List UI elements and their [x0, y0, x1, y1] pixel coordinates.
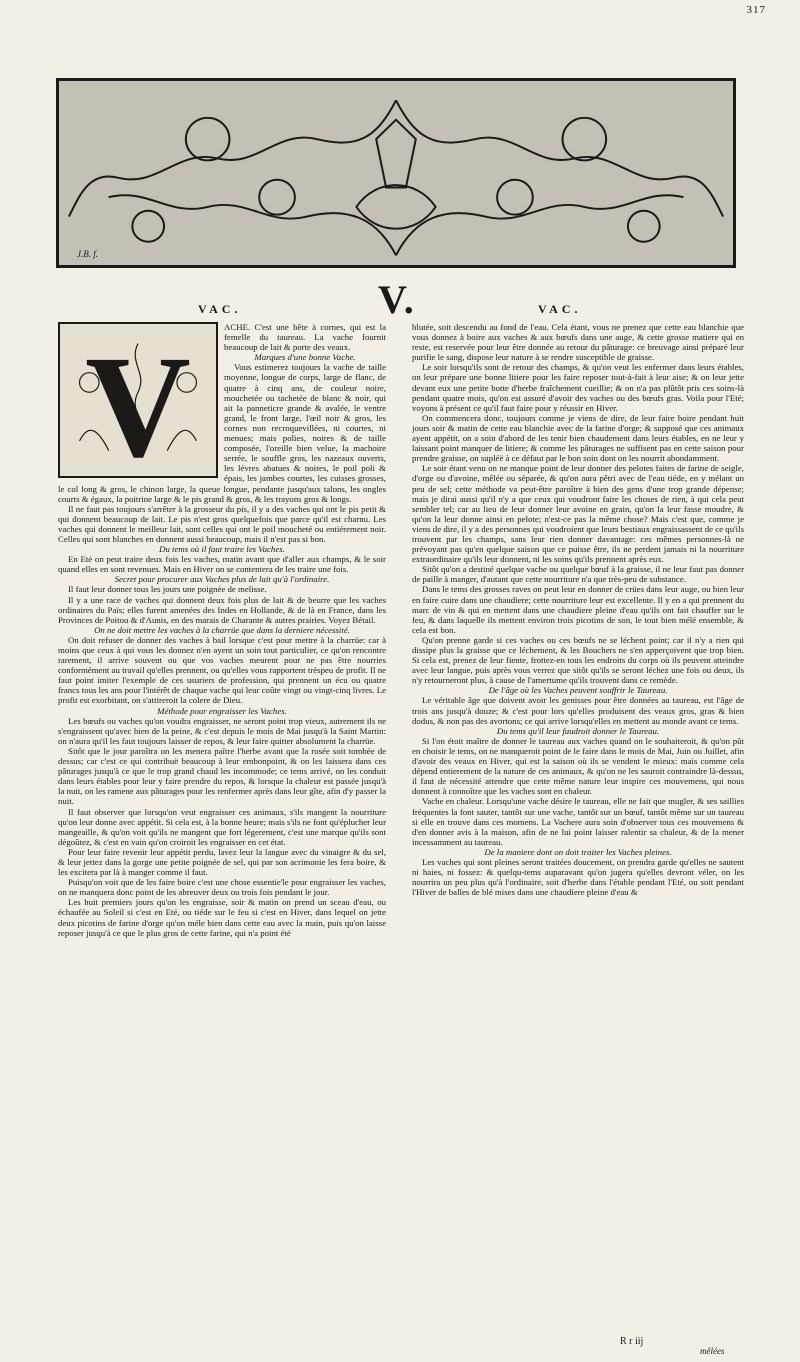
intro-paragraph: ACHE. C'est une bête à cornes, qui est la femelle du taureau. La vache fournit beaucoup de lait & porte des veaux. — [224, 322, 386, 353]
heading-tems: Du tems où il faut traire les Vaches. — [159, 544, 285, 555]
paragraph: Si l'on étoit maître de donner le taureau aux vaches quand on le souhaiteroit, & qu'on pût en choisir le tems, on ne manqueroit point de le faire dans le mois de Mai, Juin ou Juillet, afin d'avoir des veaux en Hiver, qui est la saison où ils se vendent le mieux: mais comme cela dépend entierement de la nature de ces animaux, & qu'on ne les sauroit contraindre là-dessus, il faut de nécessité attendre que cette même nature leur inspire ces mouvemens, qui nous donnent à connoître que les vaches sont en chaleur. — [412, 735, 744, 797]
initial-v-icon — [60, 324, 216, 476]
right-column — [412, 322, 744, 1342]
paragraph: Les huit premiers jours qu'on les engraisse, soir & matin on prend un sceau d'eau, ou échaufée au Soleil si c'est en Eté, ou tiéde sur le feu si c'est en Hiver, dans lequel on jette deux picotins de farine d'orge qu'on méle bien dans cette eau avec la main, puis qu'on laisse reposer jusqu'à ce que le plus gros de cette farine, qui n'a point été — [58, 897, 386, 938]
ornamental-headpiece — [56, 78, 736, 268]
paragraph: On doit refuser de donner des vaches à bail lorsque c'est pour mettre à la charrüe: car à moins que ceux à qui vous les donnez n'en ayent un soin tout particulier, ce qu'on rencontre rarement, il arrive souvent ou que vos vaches meurent pour ne pas être nourries conformément au travail qu'elles prennent, ou qu'elles vous rapportent trèspeu de profit. Il ne faut point imiter l'exemple de ces usuriers de profession, qui prennent un écu ou quatre francs tous les ans pour l'intérêt de chaque vache qui leur coûte vingt ou vingt-cinq livres. Le profit est exorbitant, on s'attireroit la colere de Dieu. — [58, 634, 386, 706]
paragraph: Le soir lorsqu'ils sont de retour des champs, & qu'on veut les enfermer dans leurs étables, on leur prépare une bonne litiere pour les faire reposer tout-à-fait à leur aise; & on leur jette devant eux une petite botte d'herbe fraîchement cueillie; & on n'a pas plûtôt pris ces soins-là pendant quatre mois, qu'on est assuré d'avoir des vaches ou des bœufs gras. Voila pour l'Eté; voyons à présent ce qu'il faut faire pour y réussir en Hiver. — [412, 362, 744, 413]
paragraph: Les bœufs ou vaches qu'on voudra engraisser, ne seront point trop vieux, autrement ils ne s'engraissent qu'avec bien de la peine, & c'est depuis le mois de Mai jusqu'à la Saint Martin: on n'aura qu'il les faut toujours laisser de repos, & leur faire quitter absolument la charrüe. — [58, 715, 386, 746]
signature-mark: R r iij — [620, 1336, 644, 1347]
paragraph: blutée, soit descendu au fond de l'eau. Cela étant, vous ne prenez que cette eau blanchie que vous donnez à boire aux vaches & aux bœufs dans une auge, & cette grosse matiere qui en reste, est reservée pour leur être donnée au retour du pâturage: ce breuvage ainsi préparé leur purifie le sang, dispose leur nature à se rendre susceptible de graisse. — [412, 322, 744, 363]
paragraph: Il y a une race de vaches qui donnent deux fois plus de lait & de beurre que les vaches ordinaires du Païs; elles furent amenées des Indes en Hollande, & de là en France, dans les Provinces de Poitou & d'Aunis, en des marais de Charante & autres prairies. Voyez Bétail. — [58, 594, 386, 625]
paragraph: Le soir étant venu on ne manque point de leur donner des pelotes faites de farine de seigle, d'orge ou d'avoine, mêlée ou séparée, & qu'on aura pêtri avec de l'eau tiéde, en y mélant un peu de sel; cette méthode va peut-être paroître à bien des gens d'une trop grande dépense; mais je dirai aussi qu'il n'y a que ceux qui voudront faire les choses de rien, à qui cela peut sembler tel; car au lieu de leur donner leur avoine en grain, qu'on la leur fasse moudre, & qu'on la leur donne ainsi en pelote; n'est-ce pas la même chose? Mais c'est que, comme je viens de dire, il y a des personnes qui voudroient que leurs bestiaux engraissassent de ce qu'ils trouvent par les champs, sans leur rien donner davantage: ces mêmes personnes-là ne prévoyant pas qu'en quelque saison que ce puisse être, ils ne perdent jamais ni la nourriture extraordinaire qu'ils leur donnent, ni les soins qu'ils prennent après eux. — [412, 463, 744, 565]
initial-letter: V — [85, 325, 191, 476]
heading-pleines: De la maniere dont on doit traiter les Vaches pleines. — [484, 846, 672, 857]
engraver-signature: J.B. f. — [77, 249, 98, 259]
paragraph: En Eté on peut traire deux fois les vaches, matin avant que d'aller aux champs, & le soir quand elles en sont revenues. Mais en Hiver on se contentera de les traire une fois. — [58, 554, 386, 575]
paragraph: Vache en chaleur. Lorsqu'une vache désire le taureau, elle ne fait que mugler, & ses saillies fréquentes la font sauter, tantôt sur une vache, tantôt sur un bœuf, tantôt même sur un taureau si elle en trouve dans ces momens. La Vachere aura soin d'observer tous ces mouvemens & d'en donner avis à la maison, afin de ne lui point laisser ralentir sa chaleur, & de la mener incessamment au taureau. — [412, 796, 744, 847]
decorated-initial — [58, 322, 218, 478]
left-column — [58, 322, 386, 1342]
paragraph: Puisqu'on voit que de les faire boire c'est une chose essentie'le pour engraisser les vaches, on ne manquera donc point de les abreuver deux ou trois fois pendant le jour. — [58, 877, 386, 898]
paragraph: Qu'on prenne garde si ces vaches ou ces bœufs ne se léchent point; car il n'y a rien qui dissipe plus la graisse que ce léchement, & les Bouchers ne s'en apperçoivent que trop bien. Si cela est, prenez de leur fiente, frottez-en tous les endroits du corps où ils peuvent atteindre avec leur langue, puis après vous verrez que sitôt qu'ils se seront léchez une fois ou deux, ils n'y retourneront plus, à cause de l'amertume qu'ils trouvent dans ce remède. — [412, 634, 744, 686]
paragraph: Sitôt qu'on a destiné quelque vache ou quelque bœuf à la graisse, il ne leur faut pas donner de paille à manger, d'autant que cette nourriture n'a que très-peu de substance. — [412, 564, 744, 585]
running-head-left: VAC. — [198, 302, 242, 316]
heading-methode: Méthode pour engraisser les Vaches. — [157, 705, 287, 716]
paragraph: Vous estimerez toujours la vache de taille moyenne, longue de corps, large de flanc, de quatre à cinq ans, de couleur noire, mouchetée ou tachetée de blanc & noir, qui ait la panneticre grande & avalée, le ventre grand, le front large, l'œil noir & gros, les cornes non recroquevillées, ni courtes, ni menues; mais polies, noires & de taille composée, l'oreille bien velue, la machoire serrée, le souffle gros, les nazeaux ouverts, les lévres abatues & noires, le poil poli & épais, les jambes courtes, les cuisses grosses, le col long & gros, le chinon large, la queue longue, pendante jusqu'aux talons, les ongles courts & égaux, la poitrine large & le pis grand & gros, & les trayons gros & longs. — [58, 362, 386, 504]
running-head-right: VAC. — [538, 302, 582, 316]
paragraph: Il faut leur donner tous les jours une poignée de melisse. — [68, 584, 267, 595]
paragraph: Il ne faut pas toujours s'arrêter à la grosseur du pis, il y a des vaches qui ont le pis petit & qui donnent beaucoup de lait. Le pis n'est gros quelquefois que parce qu'il est charnu. Les vaches qui donnent le meilleur lait, sont celles qui ont le poil moucheté ou entiérement noir. Celles qui sont blanches en donnent aussi beaucoup, mais il n'est pas si bon. — [58, 503, 386, 544]
paragraph: Il faut observer que lorsqu'on veut engraisser ces animaux, s'ils mangent la nourriture qu'on leur donne avec appétit. Si cela est, à la bonne heure; mais s'ils ne font qu'éplucher leur mangeaille, & qu'on voit qu'ils ne mangent que fort légerement, c'est une marque qu'ils sont dégoûtez, & c'est en vain qu'on croiroit les engraisser en cet état. — [58, 806, 386, 847]
page-number: 317 — [746, 4, 766, 16]
paragraph: Le véritable âge que doivent avoir les genisses pour être données au taureau, est l'âge de trois ans jusqu'à douze; & c'est pour lors qu'elles produisent des veaux gros, gras & bien dodus, & non pas des avortons; ce qui arrive lorsqu'elles en mettent au monde avant ce tems. — [412, 695, 744, 726]
heading-secret: Secret pour procurer aux Vaches plus de lait qu'à l'ordinaire. — [114, 574, 330, 585]
paragraph: Sitôt que le jour paroîtra on les menera paître l'herbe avant que la rosée soit tombée de dessus; car c'est ce qui contribuë beaucoup à leur embonpoint, & on les laissera dans ces pâturages jusqu'à ce que le trop grand chaud les incommode; ce tems arrivé, on les conduit dans leurs étables pour leur y faire prendre du repos, & lorsque la chaleur est passée jusqu'à la nuit, on les ramene aux pâturages pour les renfermer après dans leur gîte, afin d'y passer la nuit. — [58, 745, 386, 807]
paragraph: Dans le tems des grosses raves on peut leur en donner de crües dans leur auge, ou bien leur en faire cuire dans une chaudiere; cette nourriture leur est excellente. Il y en a qui prennent du marc de vin & qui en mettent dans une chaudiere pleine d'eau qu'ils ont fait chauffer sur le feu, & dans laquelle ils mettent environ trois picotins de son, le tout bien mélé ensemble, & cela est bon. — [412, 584, 744, 635]
paragraph: On commencera donc, toujours comme je viens de dire, de leur faire boire pendant huit jours soir & matin de cette eau blanchie avec de la farine d'orge; & supposé que ces animaux ayent appétit, on a soin d'abord de les tenir bien chaudement dans leurs étables, en ne leur y laissant point manquer de litiere; & comme les pâturages ne suffisent pas en cette saison pour prendre graisse, on supléë à ce défaut par le bon soin dont on les nourrit abondamment. — [412, 412, 744, 464]
heading-age: De l'âge où les Vaches peuvent souffrir le Taureau. — [488, 685, 668, 696]
catchword: mêlées — [700, 1346, 725, 1356]
heading-charrue: On ne doit mettre les vaches à la charrüe que dans la derniere nécessité. — [94, 624, 350, 635]
paragraph: Pour leur faire revenir leur appétit perdu, lavez leur la langue avec du vinaigre & du sel, & leur jettez dans la gorge une petite poignée de sel, qui par son acrimonie les fera boire, & les excitera par là à manger comme il faut. — [58, 846, 386, 878]
foliage-ornament-icon — [59, 81, 733, 265]
section-letter: V. — [378, 277, 416, 322]
paragraph: Les vaches qui sont pleines seront traitées doucement, on prendra garde qu'elles ne sautent ni haies, ni fossez: & quelqu-tems auparavant qu'on jugera qu'elles devront véler, on les nourrira un peu plus qu'à l'ordinaire, soit d'herbe dans l'étable pendant l'Eté, ou soit pendant l'Hiver de balles de blé mises dans une chaudiere pleine d'eau & — [412, 856, 744, 898]
heading-tems-taureau: Du tems qu'il leur faudroit donner le Taureau. — [496, 725, 660, 736]
heading-marques: Marques d'une bonne Vache. — [254, 352, 356, 363]
